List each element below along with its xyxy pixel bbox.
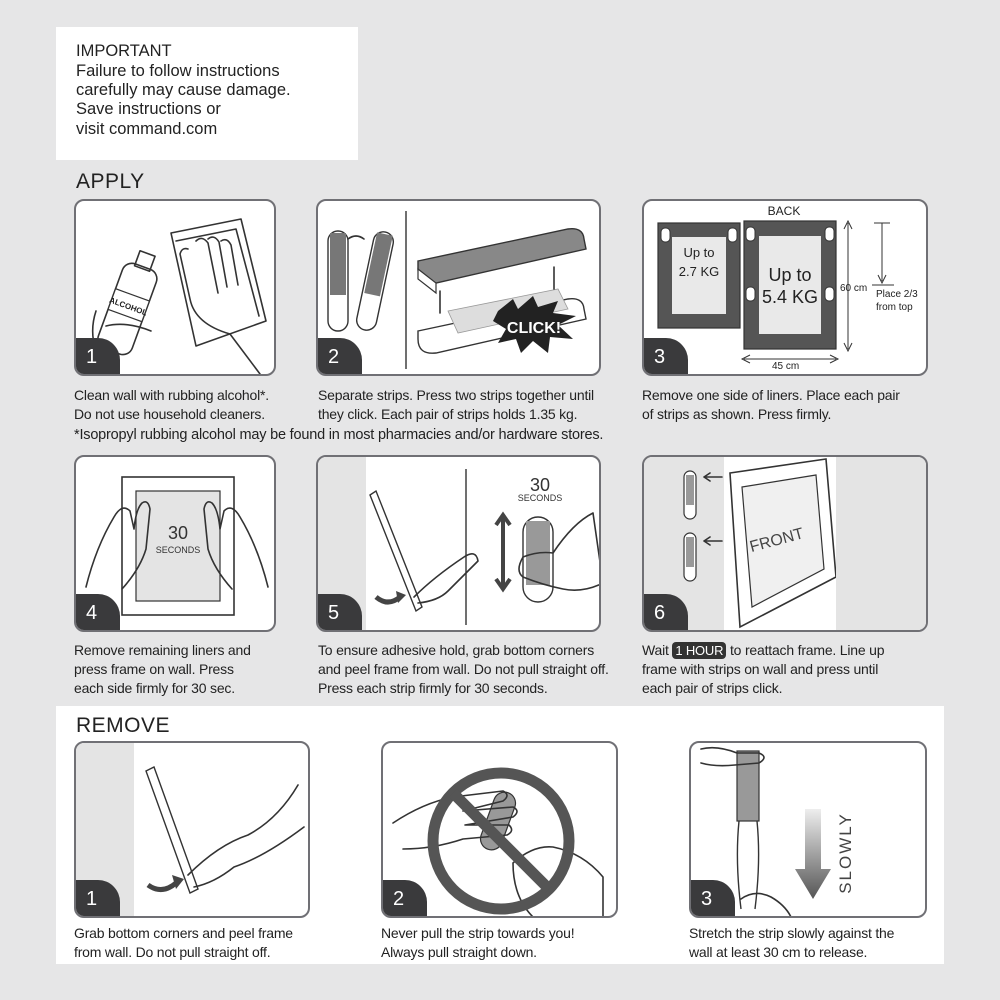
step-number-badge: 6 (642, 594, 688, 632)
important-heading: IMPORTANT (76, 42, 172, 60)
bottle-label: ALCOHOL (108, 295, 149, 318)
click-label: CLICK! (506, 320, 562, 337)
step-number-badge: 1 (74, 880, 120, 918)
caption-line: To ensure adhesive hold, grab bottom corners (318, 642, 595, 658)
apply-step-6-panel (642, 455, 928, 632)
timer-value: 30 (529, 475, 551, 495)
important-line: visit command.com (76, 120, 218, 138)
alcohol-footnote: *Isopropyl rubbing alcohol may be found in most pharmacies and/or hardware stores. (74, 427, 604, 443)
apply-step-1-panel (74, 199, 276, 376)
apply-step-6-caption (642, 641, 884, 698)
important-line: Save instructions or (76, 100, 221, 118)
apply-step-5-caption (318, 641, 609, 698)
remove-step-1-caption (74, 924, 293, 962)
apply-step-5-panel (316, 455, 601, 632)
apply-step-2-panel (316, 199, 601, 376)
caption-line (642, 641, 884, 660)
caption-line: from wall. Do not pull straight off. (74, 944, 271, 960)
large-frame-label-2: 5.4 KG (761, 287, 819, 307)
important-line: Failure to follow instructions (76, 62, 280, 80)
place-label-1: Place 2/3 (876, 289, 918, 300)
frame-placement-illustration (644, 201, 928, 376)
step-number-badge: 2 (381, 880, 427, 918)
caption-line: they click. Each pair of strips holds 1.35 kg. (318, 406, 578, 422)
important-line: carefully may cause damage. (76, 81, 291, 99)
caption-line: Remove one side of liners. Place each pair (642, 387, 900, 403)
remove-section-title: REMOVE (76, 714, 171, 737)
small-frame-label-2: 2.7 KG (678, 264, 720, 279)
timer-unit: SECONDS (517, 493, 563, 503)
caption-line: Always pull straight down. (381, 944, 537, 960)
slowly-label: SLOWLY (836, 812, 855, 894)
apply-step-1-caption (74, 386, 269, 424)
caption-line: of strips as shown. Press firmly. (642, 406, 832, 422)
remove-step-1-panel (74, 741, 310, 918)
important-notice (56, 27, 358, 160)
caption-line: Never pull the strip towards you! (381, 925, 575, 941)
apply-step-3-caption (642, 386, 900, 424)
strip-left (328, 230, 395, 332)
large-frame-label-1: Up to (768, 265, 812, 285)
width-label: 45 cm (772, 361, 800, 372)
front-label: FRONT (748, 525, 806, 556)
caption-line: Press each strip firmly for 30 seconds. (318, 680, 548, 696)
peel-and-press-illustration (318, 457, 601, 632)
caption-line: Separate strips. Press two strips together until (318, 387, 594, 403)
caption-line: Clean wall with rubbing alcohol*. (74, 387, 269, 403)
back-label: BACK (767, 204, 801, 218)
apply-section-title: APPLY (76, 170, 145, 193)
caption-line: each side firmly for 30 sec. (74, 680, 235, 696)
timer-value: 30 (167, 523, 189, 543)
apply-step-2-caption (318, 386, 594, 424)
timer-unit: SECONDS (155, 545, 201, 555)
apply-step-4-panel (74, 455, 276, 632)
caption-line: Stretch the strip slowly against the (689, 925, 895, 941)
caption-line: and peel frame from wall. Do not pull straight off. (318, 661, 609, 677)
apply-step-3-panel (642, 199, 928, 376)
caption-line: each pair of strips click. (642, 680, 783, 696)
step-number-badge: 5 (316, 594, 362, 632)
step-number-badge: 3 (642, 338, 688, 376)
apply-step-4-caption (74, 641, 251, 698)
caption-text: Wait (642, 642, 673, 658)
caption-line: wall at least 30 cm to release. (689, 944, 868, 960)
caption-line: Do not use household cleaners. (74, 406, 265, 422)
strips-click-illustration (318, 201, 601, 376)
caption-line: frame with strips on wall and press until (642, 661, 879, 677)
step-number-badge: 3 (689, 880, 735, 918)
remove-step-2-panel (381, 741, 618, 918)
caption-text: to reattach frame. Line up (726, 642, 885, 658)
remove-step-2-caption (381, 924, 574, 962)
caption-line: Remove remaining liners and (74, 642, 251, 658)
height-label: 60 cm (840, 283, 868, 294)
step-number-badge: 1 (74, 338, 120, 376)
place-label-2: from top (876, 302, 913, 313)
caption-line: press frame on wall. Press (74, 661, 234, 677)
step-number-badge: 2 (316, 338, 362, 376)
reattach-frame-illustration (644, 457, 928, 632)
step-number-badge: 4 (74, 594, 120, 632)
one-hour-badge: 1 HOUR (672, 642, 726, 659)
small-frame-label-1: Up to (683, 245, 715, 260)
remove-step-3-panel (689, 741, 927, 918)
remove-step-3-caption (689, 924, 894, 962)
caption-line: Grab bottom corners and peel frame (74, 925, 293, 941)
